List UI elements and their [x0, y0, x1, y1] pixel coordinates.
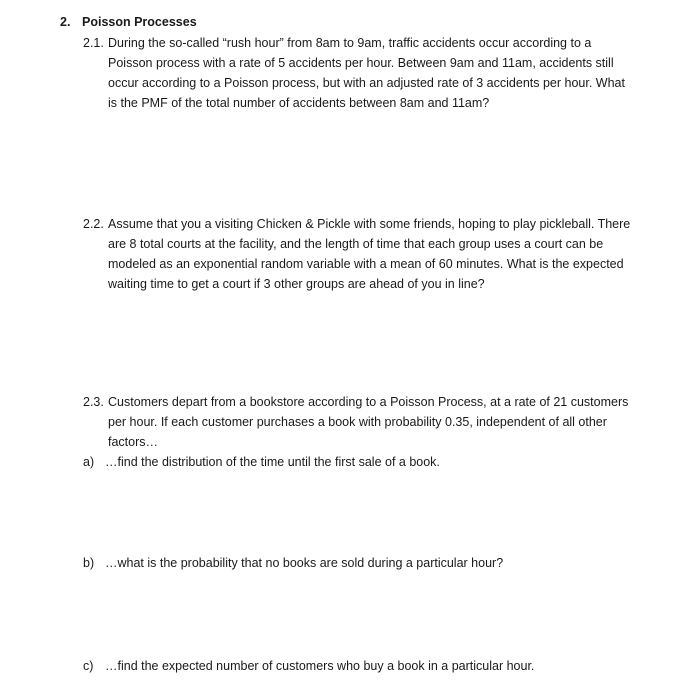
problem-text-line: Assume that you a visiting Chicken & Pickle with some friends, hoping to play pickleball. There: [108, 217, 631, 231]
problem-text-line: per hour. If each customer purchases a book with probability 0.35, independent of all other: [108, 415, 607, 429]
problem-number: 2.1.: [83, 36, 104, 50]
problem-text-line: During the so-called “rush hour” from 8am to 9am, traffic accidents occur according to a: [108, 36, 592, 50]
subpart-letter: a): [83, 455, 95, 469]
subpart-text: …find the distribution of the time until the first sale of a book.: [105, 455, 440, 469]
subpart-a: [83, 452, 440, 472]
problem-text-line: are 8 total courts at the facility, and the length of time that each group uses a court can be: [108, 237, 604, 251]
problem-text-line: Poisson process with a rate of 5 accidents per hour. Between 9am and 11am, accidents still: [108, 56, 614, 70]
problem-text-line: is the PMF of the total number of accidents between 8am and 11am?: [108, 96, 490, 110]
problem-text-line: Customers depart from a bookstore according to a Poisson Process, at a rate of 21 customers: [108, 395, 629, 409]
subpart-letter: c): [83, 659, 94, 673]
subpart-text: …find the expected number of customers who buy a book in a particular hour.: [105, 659, 535, 673]
problem-number: 2.2.: [83, 217, 104, 231]
problem-text-line: occur according to a Poisson process, but with an adjusted rate of 3 accidents per hour. What: [108, 76, 625, 90]
subpart-b: [83, 553, 503, 573]
section-title: Poisson Processes: [82, 15, 197, 29]
problem-2-1: [83, 33, 658, 113]
problem-number: 2.3.: [83, 395, 104, 409]
subpart-letter: b): [83, 556, 95, 570]
section-heading: [60, 12, 197, 32]
problem-text-line: waiting time to get a court if 3 other groups are ahead of you in line?: [108, 277, 485, 291]
subpart-c: [83, 656, 534, 676]
problem-text-line: modeled as an exponential random variable with a mean of 60 minutes. What is the expected: [108, 257, 624, 271]
problem-text-line: factors…: [108, 435, 159, 449]
problem-2-3: [83, 392, 658, 452]
problem-2-2: [83, 214, 658, 294]
section-number: 2.: [60, 15, 71, 29]
subpart-text: …what is the probability that no books are sold during a particular hour?: [105, 556, 504, 570]
